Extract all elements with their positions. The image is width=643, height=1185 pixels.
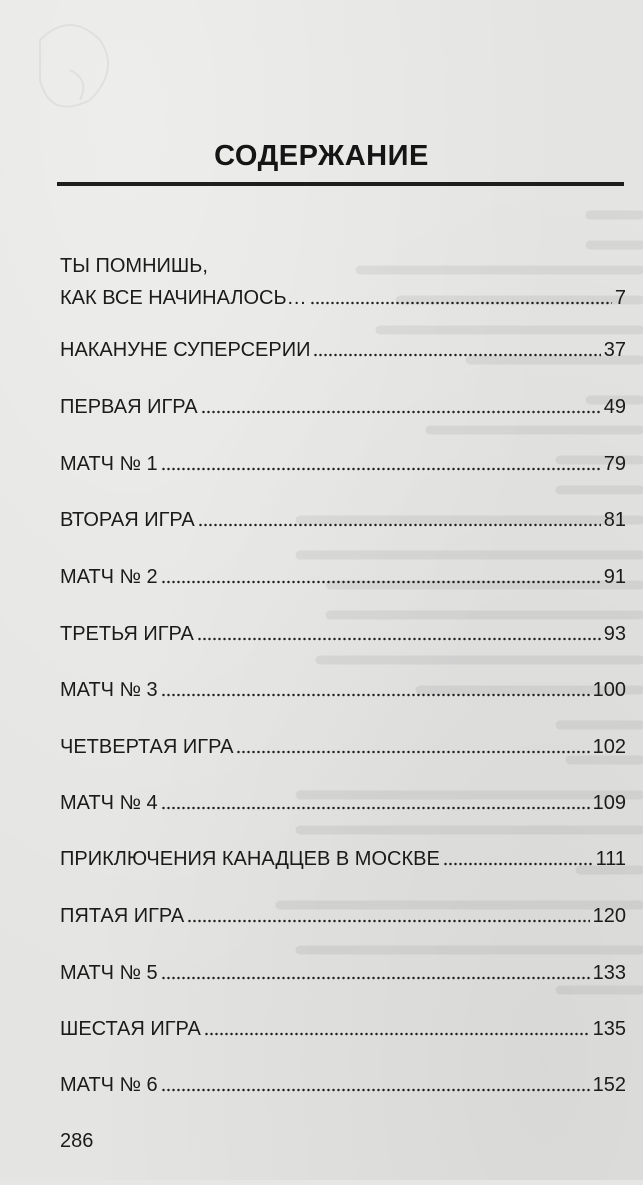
dot-leader: [198, 523, 601, 527]
toc-entry: [60, 1073, 626, 1097]
toc-entry: [60, 904, 626, 928]
toc-entry-label: НАКАНУНЕ СУПЕРСЕРИИ: [60, 339, 311, 361]
dot-leader: [187, 919, 589, 923]
title-rule: [57, 182, 624, 186]
toc-entry-label: МАТЧ № 3: [60, 679, 158, 701]
toc-entry: [60, 565, 626, 589]
toc-entry-page: 37: [603, 339, 626, 361]
toc-entry-page: 120: [592, 905, 626, 927]
toc-entry: [60, 508, 626, 532]
dot-leader: [197, 637, 601, 641]
toc-entry-page: 93: [603, 623, 626, 645]
toc-entry-label: МАТЧ № 1: [60, 453, 158, 475]
dot-leader: [201, 410, 601, 414]
toc-entry-page: 135: [592, 1018, 626, 1040]
toc-entry-label: ПЯТАЯ ИГРА: [60, 905, 185, 927]
toc-entry: [60, 338, 626, 362]
toc-entry-label: МАТЧ № 2: [60, 566, 158, 588]
toc-entry-page: 133: [592, 962, 626, 984]
toc-entry-label: ПРИКЛЮЧЕНИЯ КАНАДЦЕВ В МОСКВЕ: [60, 848, 440, 870]
toc-entry: [60, 678, 626, 702]
dot-leader: [161, 580, 601, 584]
toc-entry-label: МАТЧ № 5: [60, 962, 158, 984]
dot-leader: [313, 353, 600, 357]
toc-entry-page: 91: [603, 566, 626, 588]
dot-leader: [310, 301, 612, 305]
dot-leader: [443, 862, 593, 866]
toc-entry: [60, 395, 626, 419]
page-number: 286: [60, 1130, 94, 1152]
toc-entry-label: ПЕРВАЯ ИГРА: [60, 396, 198, 418]
toc-entry: [60, 961, 626, 985]
toc-entry-label: ШЕСТАЯ ИГРА: [60, 1018, 201, 1040]
toc-entry: [60, 1017, 626, 1041]
toc-entry-page: 7: [614, 287, 626, 309]
toc-entry-label: ВТОРАЯ ИГРА: [60, 509, 195, 531]
toc-entry-page: 109: [592, 792, 626, 814]
toc-entry-page: 79: [603, 453, 626, 475]
toc-entry-page: 102: [592, 736, 626, 758]
toc-entry-label-line1: ТЫ ПОМНИШЬ,: [60, 255, 208, 277]
toc-entry-label: ЧЕТВЕРТАЯ ИГРА: [60, 736, 234, 758]
toc-entry-label: ТРЕТЬЯ ИГРА: [60, 623, 194, 645]
dot-leader: [161, 693, 590, 697]
toc-entry-label: МАТЧ № 4: [60, 792, 158, 814]
toc-entry-page: 49: [603, 396, 626, 418]
page-title: СОДЕРЖАНИЕ: [214, 140, 429, 172]
toc-entry: [60, 254, 626, 310]
dot-leader: [161, 806, 590, 810]
toc-entry: [60, 452, 626, 476]
toc-entry-page: 111: [595, 848, 626, 870]
dot-leader: [161, 467, 601, 471]
toc-entry: [60, 847, 626, 871]
toc-entry-page: 81: [603, 509, 626, 531]
toc-entry-label: КАК ВСЕ НАЧИНАЛОСЬ…: [60, 287, 307, 309]
dot-leader: [161, 976, 590, 980]
toc-entry-label: МАТЧ № 6: [60, 1074, 158, 1096]
toc-entry-page: 100: [592, 679, 626, 701]
toc-entry: [60, 735, 626, 759]
toc-entry: [60, 791, 626, 815]
dot-leader: [236, 750, 589, 754]
dot-leader: [161, 1088, 590, 1092]
toc-entry: [60, 622, 626, 646]
dot-leader: [204, 1032, 590, 1036]
toc-entry-page: 152: [592, 1074, 626, 1096]
